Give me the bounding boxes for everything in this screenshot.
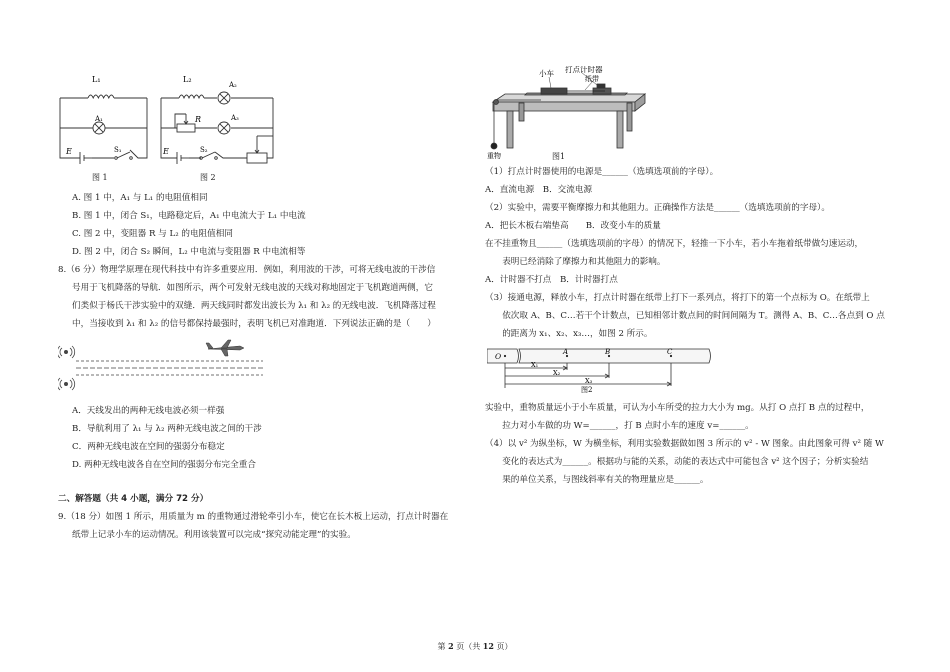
label-L2: L₂ bbox=[183, 75, 192, 84]
label-S2: S₂ bbox=[200, 146, 208, 154]
footer-total-pages: 12 bbox=[482, 641, 494, 651]
r-line-12: 拉力对小车做的功 W=______，打 B 点时小车的速度 v=______。 bbox=[485, 421, 754, 431]
r-line-8: （3）接通电源，释放小车，打点计时器在纸带上打下一系列点，将打下的第一个点标为 O。在纸带上 bbox=[485, 293, 870, 303]
q9-line-2: 纸带上记录小车的运动情况。利用该装置可以完成“探究动能定理”的实验。 bbox=[72, 530, 356, 540]
page-footer bbox=[0, 641, 950, 652]
r-line-13: （4）以 v² 为纵坐标，W 为横坐标，利用实验数据做如图 3 所示的 v² - W 图象。由此图象可得 v² 随 W bbox=[485, 439, 884, 449]
q8-line-1: 8.（6 分）物理学原理在现代科技中有许多重要应用．例如，利用波的干涉，可将无线电波的干涉信 bbox=[58, 265, 436, 275]
q7-option-c: C. 图 2 中，变阻器 R 与 L₂ 的电阻值相同 bbox=[72, 229, 233, 239]
r-line-7: A．计时器不打点 B．计时器打点 bbox=[485, 275, 618, 285]
apparatus-figure bbox=[485, 66, 655, 164]
tape-label-c: C bbox=[667, 348, 673, 356]
label-cart: 小车 bbox=[539, 69, 554, 78]
r-line-5: 在不挂重物且______（选填选项前的字母）的情况下，轻推一下小车，若小车拖着纸带做匀速运动， bbox=[485, 239, 864, 249]
tape-label-b: B bbox=[605, 348, 611, 356]
r-line-1: （1）打点计时器使用的电源是______（选填选项前的字母）。 bbox=[485, 167, 719, 177]
q9-line-1: 9.（18 分）如图 1 所示，用质量为 m 的重物通过滑轮牵引小车，使它在长木板上运动，打点计时器在 bbox=[58, 512, 449, 522]
apparatus-caption: 图1 bbox=[552, 152, 566, 161]
paper-tape-figure bbox=[487, 344, 717, 394]
r-line-14: 变化的表达式为______。根据功与能的关系，动能的表达式中可能包含 v² 这个因子；分析实验结 bbox=[485, 457, 869, 467]
label-R: R bbox=[195, 115, 202, 124]
r-line-2: A．直流电源 B．交流电源 bbox=[485, 185, 593, 195]
airplane-icon bbox=[206, 340, 244, 356]
q7-option-d: D. 图 2 中，闭合 S₂ 瞬间，L₂ 中电流与变阻器 R 中电流相等 bbox=[72, 247, 306, 257]
label-A3: A₃ bbox=[231, 114, 239, 122]
tape-label-a: A bbox=[563, 348, 569, 356]
r-line-6: 表明已经消除了摩擦力和其他阻力的影响。 bbox=[485, 257, 666, 267]
section-title: 二、解答题（共 4 小题，满分 72 分） bbox=[58, 494, 209, 504]
q8-option-d: D. 两种无线电波各自在空间的强弱分布完全重合 bbox=[72, 460, 256, 470]
r-line-11: 实验中，重物质量远小于小车质量，可认为小车所受的拉力大小为 mg。从打 O 点打 B 点的过程中， bbox=[485, 403, 870, 413]
runway-figure bbox=[58, 337, 268, 393]
q7-option-a: A. 图 1 中，A₁ 与 L₁ 的电阻值相同 bbox=[72, 193, 208, 203]
r-line-4: A．把长木板右端垫高 B．改变小车的质量 bbox=[485, 221, 661, 231]
r-line-9: 依次取 A、B、C…若干个计数点，已知相邻计数点间的时间间隔为 T。测得 A、B、C…各点到 O 点 bbox=[485, 311, 885, 321]
q8-line-2: 号用于飞机降落的导航．如图所示，两个可发射无线电波的天线对称地固定于飞机跑道两侧，它 bbox=[72, 283, 433, 293]
q8-option-c: C．两种无线电波在空间的强弱分布稳定 bbox=[72, 442, 225, 452]
label-L1: L₁ bbox=[92, 75, 101, 84]
q8-line-4: 中，当接收到 λ₁ 和 λ₂ 的信号都保持最强时，表明飞机已对准跑道．下列说法正确的是（ ） bbox=[72, 319, 436, 329]
label-E-1: E bbox=[66, 147, 72, 156]
tape-label-x3: X₃ bbox=[585, 377, 593, 385]
label-A2: A₂ bbox=[229, 81, 237, 89]
q7-option-b: B. 图 1 中，闭合 S₁，电路稳定后，A₁ 中电流大于 L₁ 中电流 bbox=[72, 211, 306, 221]
tape-label-x2: X₂ bbox=[553, 369, 561, 377]
tape-label-o: O bbox=[495, 352, 502, 361]
q8-option-b: B．导航利用了 λ₁ 与 λ₂ 两种无线电波之间的干涉 bbox=[72, 424, 262, 434]
label-E-2: E bbox=[163, 147, 169, 156]
figure-2-caption: 图 2 bbox=[200, 173, 216, 182]
r-line-15: 果的单位关系，与图线斜率有关的物理量应是______。 bbox=[485, 475, 709, 485]
q8-option-a: A．天线发出的两种无线电波必须一样强 bbox=[72, 406, 225, 416]
figure-1-caption: 图 1 bbox=[92, 173, 108, 182]
q8-line-3: 们类似于杨氏干涉实验中的双缝．两天线同时都发出波长为 λ₁ 和 λ₂ 的无线电波．飞机降落过程 bbox=[72, 301, 436, 311]
r-line-3: （2）实验中，需要平衡摩擦力和其他阻力。正确操作方法是______（选填选项前的字母）。 bbox=[485, 203, 830, 213]
footer-middle: 页（共 bbox=[453, 642, 483, 651]
circuit-figure-2 bbox=[155, 70, 275, 170]
circuit-figure-1 bbox=[52, 70, 152, 170]
label-A1: A₁ bbox=[95, 115, 103, 123]
tape-label-x1: X₁ bbox=[531, 361, 539, 369]
footer-prefix: 第 bbox=[437, 642, 449, 651]
tape-caption: 图2 bbox=[581, 386, 593, 394]
label-tape: 纸带 bbox=[585, 75, 599, 83]
label-weight: 重物 bbox=[487, 152, 501, 160]
label-timer: 打点计时器 bbox=[565, 66, 603, 74]
footer-page-number: 2 bbox=[448, 641, 454, 651]
r-line-10: 的距离为 x₁、x₂、x₃…，如图 2 所示。 bbox=[485, 329, 653, 339]
footer-suffix: 页） bbox=[493, 642, 513, 651]
label-S1: S₁ bbox=[114, 146, 122, 154]
